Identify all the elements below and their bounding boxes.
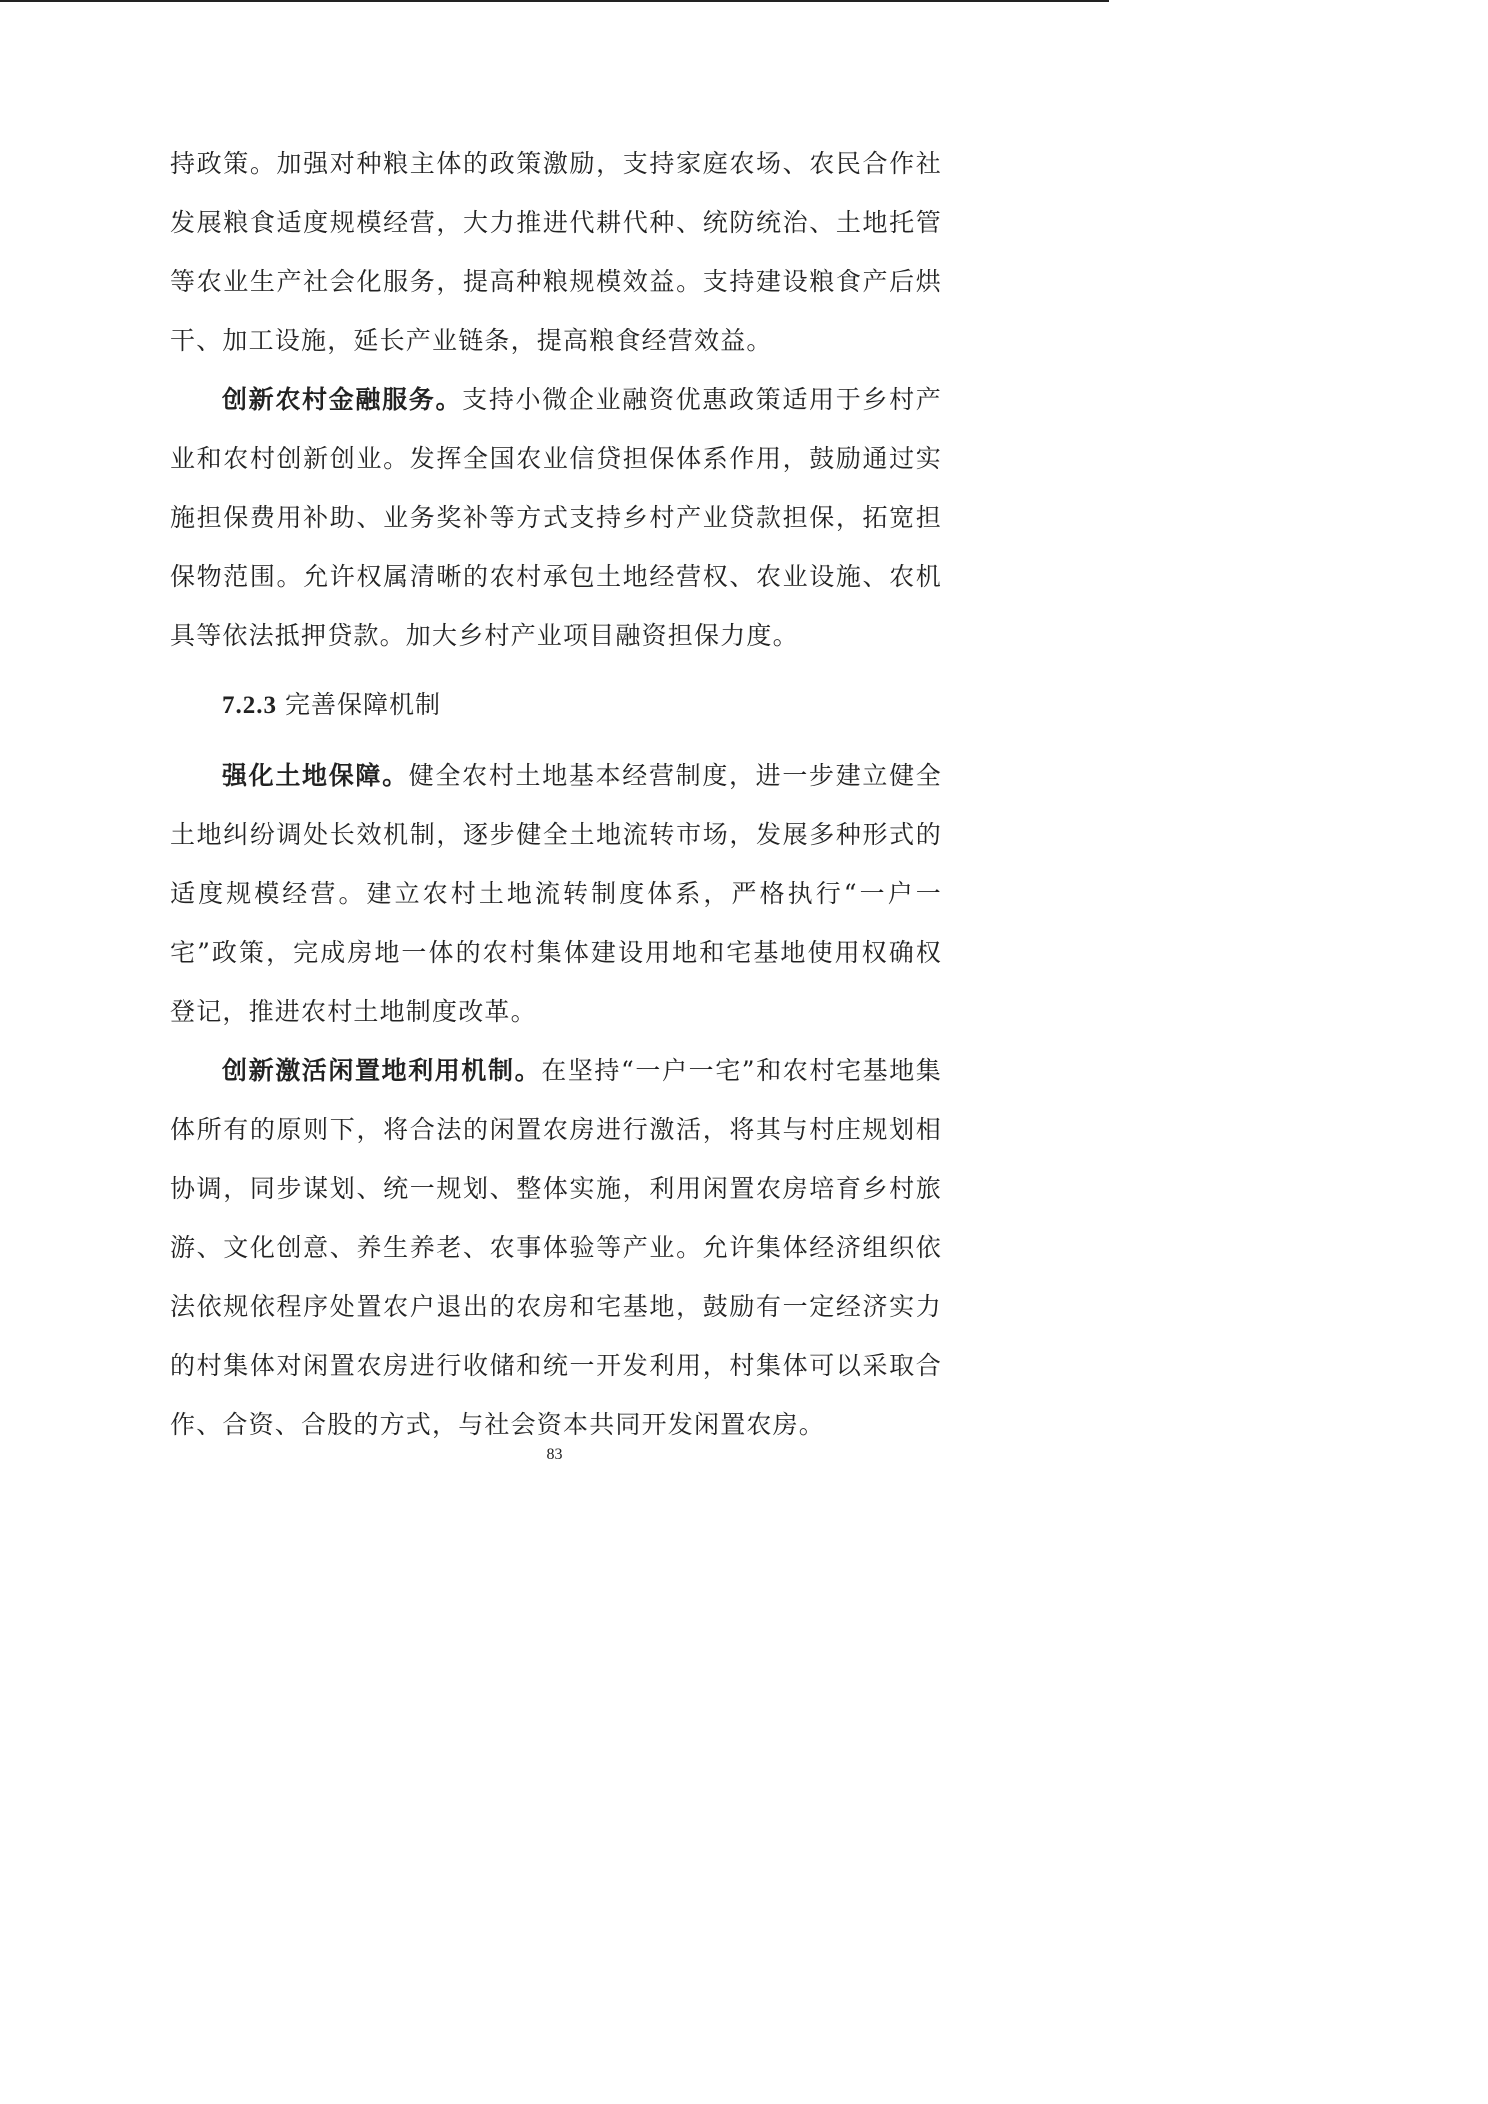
top-border-line xyxy=(0,0,1109,2)
paragraph-text: 持政策。加强对种粮主体的政策激励，支持家庭农场、农民合作社发展粮食适度规模经营，大力推进代耕代种、统防统治、土地托管等农业生产社会化服务，提高种粮规模效益。支持建设粮食产后烘干、加工设施，延长产业链条，提高粮食经营效益。 xyxy=(170,149,942,355)
section-number: 7.2.3 xyxy=(222,692,277,719)
paragraph-grain-policy xyxy=(170,134,942,370)
page-number: 83 xyxy=(546,1446,563,1463)
paragraph-land-guarantee xyxy=(170,746,942,1041)
paragraph-text: 支持小微企业融资优惠政策适用于乡村产业和农村创新创业。发挥全国农业信贷担保体系作用，鼓励通过实施担保费用补助、业务奖补等方式支持乡村产业贷款担保，拓宽担保物范围。允许权属清晰的农村承包土地经营权、农业设施、农机具等依法抵押贷款。加大乡村产业项目融资担保力度。 xyxy=(170,385,942,650)
document-body xyxy=(170,134,942,1454)
paragraph-text: 健全农村土地基本经营制度，进一步建立健全土地纠纷调处长效机制，逐步健全土地流转市场，发展多种形式的适度规模经营。建立农村土地流转制度体系，严格执行“一户一宅”政策，完成房地一体的农村集体建设用地和宅基地使用权确权登记，推进农村土地制度改革。 xyxy=(170,761,942,1026)
section-heading xyxy=(222,685,942,726)
paragraph-lead-heading: 创新农村金融服务。 xyxy=(222,385,463,414)
paragraph-lead-heading: 强化土地保障。 xyxy=(222,761,409,790)
paragraph-rural-finance xyxy=(170,370,942,665)
paragraph-text: 在坚持“一户一宅”和农村宅基地集体所有的原则下，将合法的闲置农房进行激活，将其与村庄规划相协调，同步谋划、统一规划、整体实施，利用闲置农房培育乡村旅游、文化创意、养生养老、农事体验等产业。允许集体经济组织依法依规依程序处置农户退出的农房和宅基地，鼓励有一定经济实力的村集体对闲置农房进行收储和统一开发利用，村集体可以采取合作、合资、合股的方式，与社会资本共同开发闲置农房。 xyxy=(170,1056,942,1439)
section-title: 完善保障机制 xyxy=(285,690,442,719)
paragraph-lead-heading: 创新激活闲置地利用机制。 xyxy=(222,1056,542,1085)
paragraph-idle-land-mechanism xyxy=(170,1041,942,1454)
